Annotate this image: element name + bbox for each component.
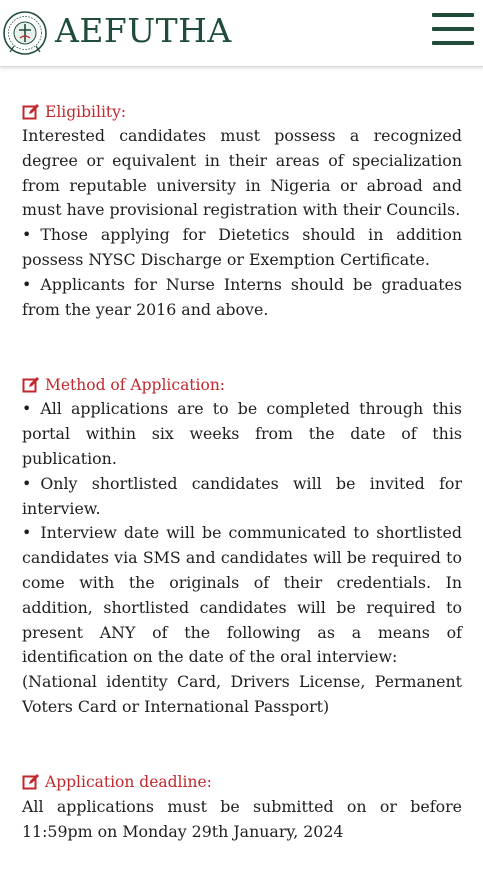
bullet-marker: •	[22, 473, 32, 493]
bullet-item	[22, 521, 462, 670]
paragraph-text: (National identity Card, Drivers License, Permanent Voters Card or International Passport)	[22, 672, 462, 716]
bullet-marker: •	[22, 399, 32, 419]
bullet-item	[22, 223, 462, 273]
bullet-text: Interview date will be communicated to shortlisted candidates via SMS and candidates will be required to come with the originals of their credentials. In addition, shortlisted candidates will be required to present ANY of the following as a means of identification on the date of the oral interview:	[22, 523, 462, 667]
section-heading-label: Application deadline:	[45, 773, 212, 792]
bullet-marker: •	[22, 225, 32, 245]
bullet-text: All applications are to be completed through this portal within six weeks from the date of this publication.	[22, 399, 462, 468]
site-brand[interactable]: AEFUTHA	[55, 11, 232, 50]
aefutha-logo-icon[interactable]	[2, 10, 48, 56]
menu-bar-line	[432, 27, 474, 31]
eligibility-section	[22, 99, 462, 322]
section-heading-label: Eligibility:	[45, 102, 127, 121]
bullet-text: Applicants for Nurse Interns should be graduates from the year 2016 and above.	[22, 274, 462, 319]
paragraph-text: Interested candidates must possess a recognized degree or equivalent in their areas of specialization from reputable university in Nigeria or abroad and must have provisional registration with their Councils.	[22, 126, 462, 220]
paragraph	[22, 795, 462, 845]
bullet-item	[22, 397, 462, 471]
section-heading	[22, 99, 462, 124]
paragraph	[22, 124, 462, 223]
job-details-content	[22, 99, 462, 844]
bullet-marker: •	[22, 523, 32, 543]
bullet-item	[22, 472, 462, 522]
section-heading	[22, 770, 462, 795]
paragraph-text: All applications must be submitted on or before 11:59pm on Monday 29th January, 2024	[22, 796, 462, 841]
edit-icon	[22, 376, 40, 394]
paragraph	[22, 670, 462, 720]
bullet-text: Those applying for Dietetics should in addition possess NYSC Discharge or Exemption Certificate.	[22, 225, 462, 269]
bullet-marker: •	[22, 274, 32, 294]
menu-bar-line	[432, 13, 474, 17]
edit-icon	[22, 773, 40, 791]
section-heading	[22, 372, 462, 397]
bullet-item	[22, 273, 462, 323]
hamburger-menu-icon[interactable]	[432, 12, 474, 44]
application-deadline-section	[22, 770, 462, 845]
section-heading-label: Method of Application:	[45, 375, 226, 394]
bullet-text: Only shortlisted candidates will be invited for interview.	[22, 473, 462, 518]
top-bar	[0, 0, 483, 67]
edit-icon	[22, 103, 40, 121]
method-of-application-section	[22, 372, 462, 719]
menu-bar-line	[432, 41, 474, 45]
